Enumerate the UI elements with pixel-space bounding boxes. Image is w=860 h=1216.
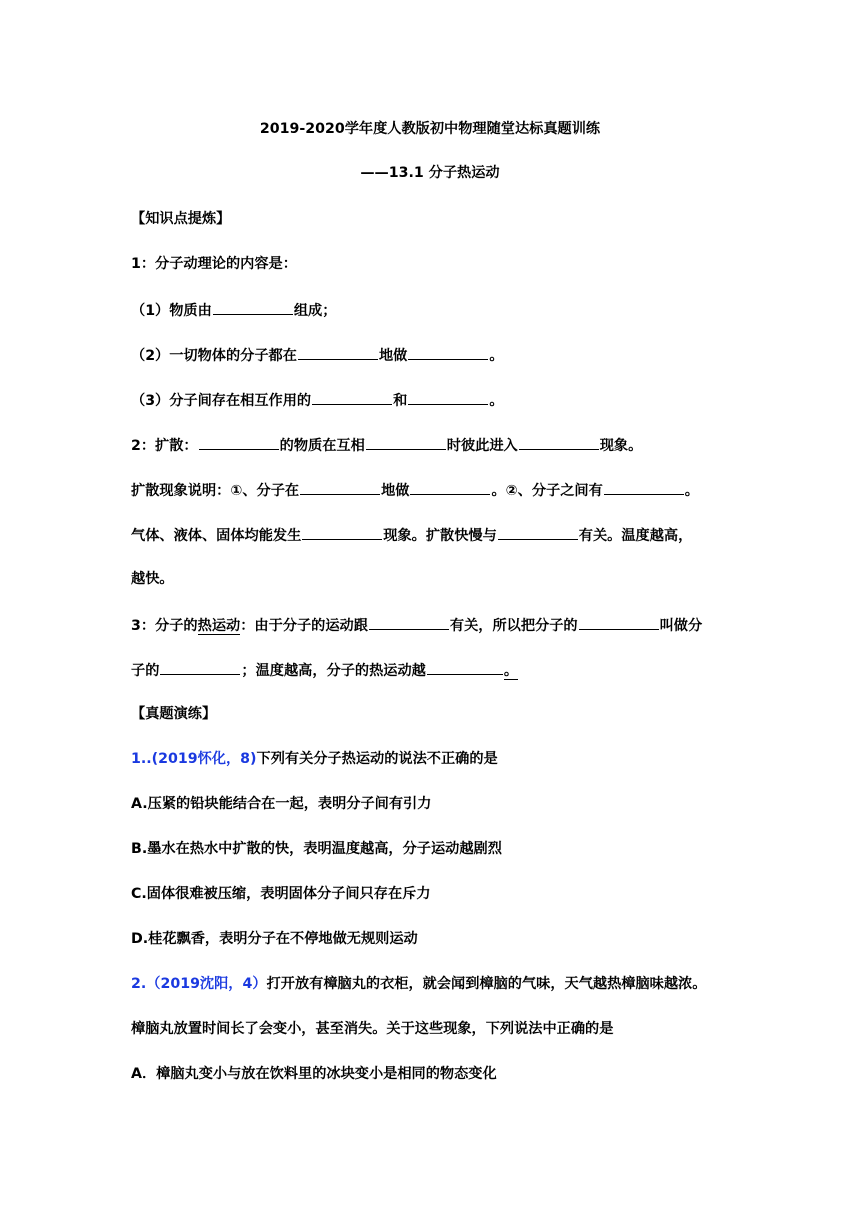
knowledge-2-diffusion: 2：扩散： 的物质在互相 时彼此进入 现象。 — [131, 434, 642, 456]
fill-blank[interactable] — [498, 524, 578, 540]
fill-blank[interactable] — [408, 389, 488, 405]
fill-blank[interactable] — [199, 434, 279, 450]
question-source: 2.（2019沈阳，4） — [131, 976, 267, 992]
fill-blank[interactable] — [408, 344, 488, 360]
fill-blank[interactable] — [369, 614, 449, 630]
question-1-stem: 1..(2019怀化，8)下列有关分子热运动的说法不正确的是 — [131, 751, 498, 767]
fill-blank[interactable] — [302, 524, 382, 540]
fill-blank[interactable] — [604, 479, 684, 495]
question-2-stem-line-1: 2.（2019沈阳，4）打开放有樟脑丸的衣柜，就会闻到樟脑的气味，天气越热樟脑味越浓。 — [131, 976, 707, 992]
fill-blank[interactable] — [298, 344, 378, 360]
knowledge-1-item-2: （2）一切物体的分子都在 地做 。 — [131, 344, 504, 366]
fill-blank[interactable] — [300, 479, 380, 495]
section-heading-exercise: 【真题演练】 — [131, 706, 217, 722]
question-1-option-c: C.固体很难被压缩，表明固体分子间只存在斥力 — [131, 886, 431, 902]
knowledge-2-faster: 越快。 — [131, 571, 174, 587]
fill-blank[interactable] — [519, 434, 599, 450]
document-title: 2019-2020学年度人教版初中物理随堂达标真题训练 — [259, 121, 601, 137]
question-2-stem-line-2: 樟脑丸放置时间长了会变小，甚至消失。关于这些现象，下列说法中正确的是 — [131, 1021, 614, 1037]
knowledge-1-heading: 1：分子动理论的内容是： — [131, 256, 297, 272]
question-1-option-d: D.桂花飘香，表明分子在不停地做无规则运动 — [131, 931, 418, 947]
section-heading-knowledge: 【知识点提炼】 — [131, 211, 231, 227]
fill-blank[interactable] — [160, 659, 240, 675]
knowledge-2-explanation: 扩散现象说明：①、分子在 地做 。②、分子之间有 。 — [131, 479, 699, 501]
fill-blank[interactable] — [410, 479, 490, 495]
knowledge-1-item-3: （3）分子间存在相互作用的 和 。 — [131, 389, 504, 411]
fill-blank[interactable] — [213, 299, 293, 315]
knowledge-3-continued: 子的 ；温度越高，分子的热运动越 。 — [131, 659, 518, 681]
question-1-option-b: B.墨水在热水中扩散的快，表明温度越高，分子运动越剧烈 — [131, 841, 502, 857]
question-1-option-a: A.压紧的铅块能结合在一起，表明分子间有引力 — [131, 796, 432, 812]
question-2-option-a: A．樟脑丸变小与放在饮料里的冰块变小是相同的物态变化 — [131, 1066, 497, 1082]
question-source: 1..(2019怀化，8) — [131, 751, 257, 767]
fill-blank[interactable] — [366, 434, 446, 450]
fill-blank[interactable] — [427, 659, 503, 675]
knowledge-3-thermal-motion: 3：分子的热运动：由于分子的运动跟 有关，所以把分子的 叫做分 — [131, 614, 702, 636]
fill-blank[interactable] — [579, 614, 659, 630]
fill-blank[interactable] — [312, 389, 392, 405]
document-subtitle: ——13.1 分子热运动 — [360, 165, 500, 181]
knowledge-2-states: 气体、液体、固体均能发生 现象。扩散快慢与 有关。温度越高， — [131, 524, 692, 546]
knowledge-1-item-1: （1）物质由 组成； — [131, 299, 336, 321]
